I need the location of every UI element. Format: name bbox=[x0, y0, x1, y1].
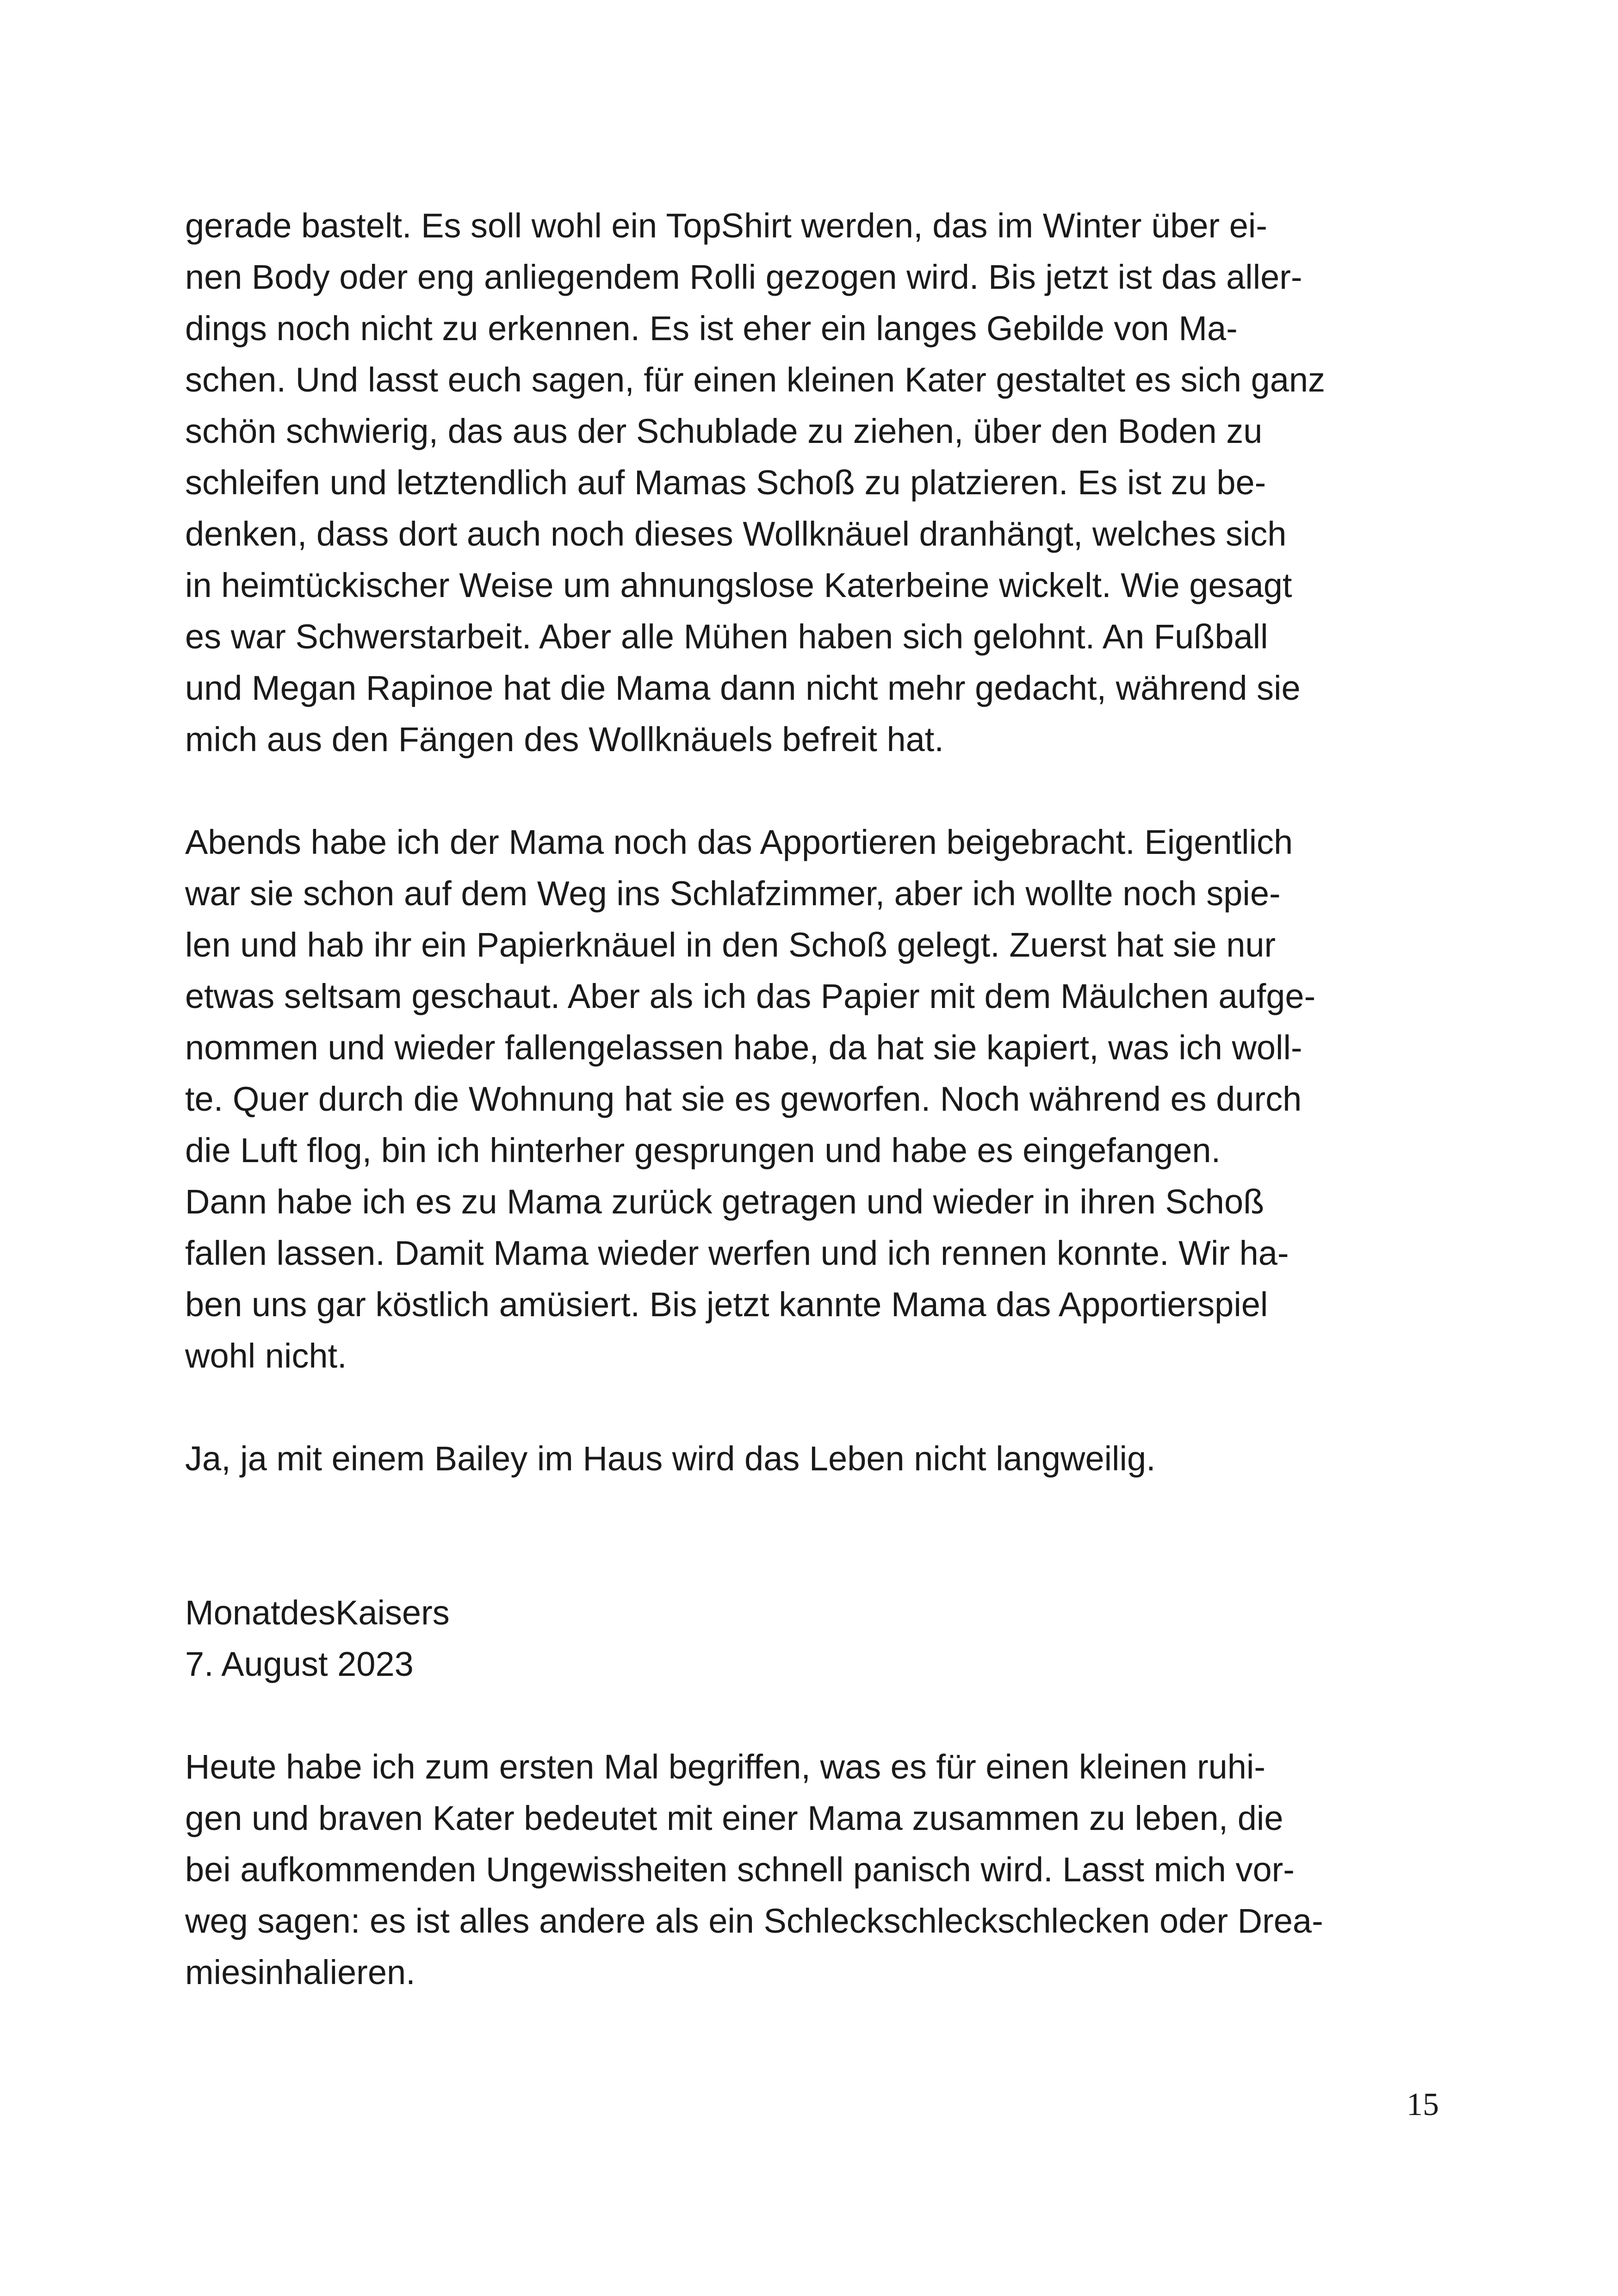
text-line: te. Quer durch die Wohnung hat sie es geworfen. Noch während es durch bbox=[185, 1080, 1302, 1118]
entry-date: 7. August 2023 bbox=[185, 1645, 414, 1683]
text-line: mich aus den Fängen des Wollknäuels befreit hat. bbox=[185, 720, 944, 759]
paragraph-1 bbox=[185, 200, 1462, 765]
text-line: Abends habe ich der Mama noch das Apportieren beigebracht. Eigentlich bbox=[185, 823, 1293, 861]
text-line: nen Body oder eng anliegendem Rolli gezogen wird. Bis jetzt ist das aller- bbox=[185, 258, 1302, 296]
text-line: fallen lassen. Damit Mama wieder werfen und ich rennen konnte. Wir ha- bbox=[185, 1234, 1289, 1272]
text-line: schleifen und letztendlich auf Mamas Schoß zu platzieren. Es ist zu be- bbox=[185, 463, 1266, 502]
paragraph-4 bbox=[185, 1741, 1462, 1998]
text-line: bei aufkommenden Ungewissheiten schnell panisch wird. Lasst mich vor- bbox=[185, 1850, 1295, 1889]
text-line: Heute habe ich zum ersten Mal begriffen, was es für einen kleinen ruhi- bbox=[185, 1748, 1266, 1786]
entry-title: MonatdesKaisers bbox=[185, 1593, 450, 1632]
text-line: denken, dass dort auch noch dieses Wollknäuel dranhängt, welches sich bbox=[185, 515, 1287, 553]
text-line: len und hab ihr ein Papierknäuel in den Schoß gelegt. Zuerst hat sie nur bbox=[185, 926, 1276, 964]
paragraph-gap bbox=[185, 1690, 1462, 1741]
text-line: in heimtückischer Weise um ahnungslose Katerbeine wickelt. Wie gesagt bbox=[185, 566, 1292, 604]
paragraph-2 bbox=[185, 816, 1462, 1381]
paragraph-3 bbox=[185, 1433, 1462, 1484]
text-line: ben uns gar köstlich amüsiert. Bis jetzt kannte Mama das Apportierspiel bbox=[185, 1285, 1268, 1324]
text-line: dings noch nicht zu erkennen. Es ist eher ein langes Gebilde von Ma- bbox=[185, 309, 1238, 348]
text-line: Dann habe ich es zu Mama zurück getragen und wieder in ihren Schoß bbox=[185, 1182, 1265, 1221]
text-line: schen. Und lasst euch sagen, für einen kleinen Kater gestaltet es sich ganz bbox=[185, 361, 1326, 399]
paragraph-gap bbox=[185, 765, 1462, 816]
text-line: weg sagen: es ist alles andere als ein Schleckschleckschlecken oder Drea- bbox=[185, 1902, 1323, 1940]
text-line: es war Schwerstarbeit. Aber alle Mühen haben sich gelohnt. An Fußball bbox=[185, 617, 1268, 656]
text-line: schön schwierig, das aus der Schublade zu ziehen, über den Boden zu bbox=[185, 412, 1263, 450]
text-line: Ja, ja mit einem Bailey im Haus wird das Leben nicht langweilig. bbox=[185, 1439, 1156, 1478]
text-line: miesinhalieren. bbox=[185, 1953, 415, 1991]
text-line: gen und braven Kater bedeutet mit einer Mama zusammen zu leben, die bbox=[185, 1799, 1283, 1837]
text-line: war sie schon auf dem Weg ins Schlafzimmer, aber ich wollte noch spie- bbox=[185, 874, 1281, 913]
text-line: gerade bastelt. Es soll wohl ein TopShirt werden, das im Winter über ei- bbox=[185, 206, 1267, 245]
paragraph-gap bbox=[185, 1381, 1462, 1433]
text-line: und Megan Rapinoe hat die Mama dann nicht mehr gedacht, während sie bbox=[185, 669, 1301, 707]
text-line: die Luft flog, bin ich hinterher gesprungen und habe es eingefangen. bbox=[185, 1131, 1221, 1170]
text-line: wohl nicht. bbox=[185, 1337, 347, 1375]
text-line: etwas seltsam geschaut. Aber als ich das Papier mit dem Mäulchen aufge- bbox=[185, 977, 1316, 1015]
section-gap bbox=[185, 1484, 1462, 1587]
entry-header bbox=[185, 1587, 1462, 1690]
page-number: 15 bbox=[1407, 2087, 1439, 2122]
body-text bbox=[185, 200, 1462, 1998]
text-line: nommen und wieder fallengelassen habe, da hat sie kapiert, was ich woll- bbox=[185, 1028, 1302, 1067]
